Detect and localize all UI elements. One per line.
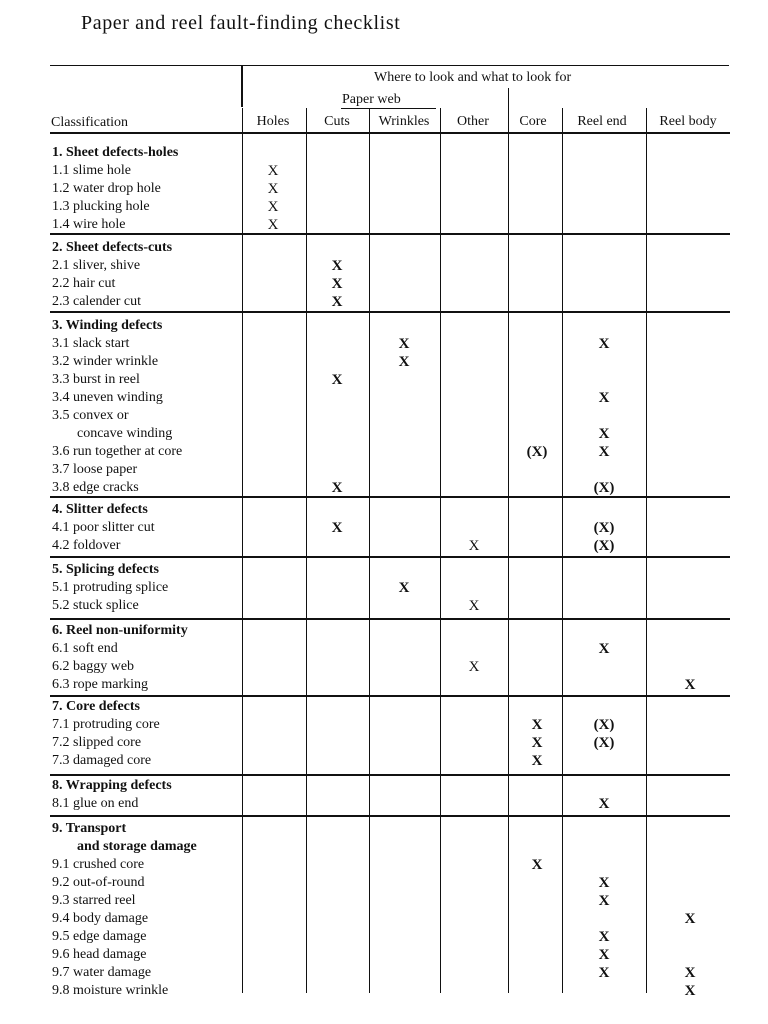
defect-label: 5.1 protruding splice (52, 580, 169, 595)
mark-wrinkles: X (398, 580, 410, 596)
defect-label: 3.6 run together at core (52, 444, 183, 459)
mark-reel-end: X (598, 965, 610, 981)
header-classification: Classification (51, 115, 128, 130)
mark-cuts: X (331, 480, 343, 496)
mark-reel-body: X (684, 911, 696, 927)
page-title: Paper and reel fault-finding checklist (81, 12, 401, 34)
column-rule (646, 108, 647, 993)
mark-core: X (531, 735, 543, 751)
mark-reel-end: (X) (593, 480, 615, 496)
mark-holes: X (267, 181, 279, 197)
mark-holes: X (267, 217, 279, 233)
mark-reel-end: X (598, 426, 610, 442)
mark-core: X (531, 717, 543, 733)
defect-label: 3.5 convex or (52, 408, 129, 423)
header-paper-web: Paper web (342, 92, 401, 107)
defect-label: 1.4 wire hole (52, 217, 126, 232)
paper-web-rule (341, 108, 436, 109)
mark-reel-end: X (598, 947, 610, 963)
defect-label: 9.3 starred reel (52, 893, 136, 908)
defect-label: 3.4 uneven winding (52, 390, 163, 405)
column-rule (242, 108, 243, 993)
mark-cuts: X (331, 372, 343, 388)
column-header-cuts: Cuts (324, 114, 350, 129)
defect-label: 1.1 slime hole (52, 163, 131, 178)
defect-label: 9.1 crushed core (52, 857, 145, 872)
mark-cuts: X (331, 294, 343, 310)
group-separator (50, 695, 730, 697)
defect-label: 3.7 loose paper (52, 462, 138, 477)
defect-label: 5.2 stuck splice (52, 598, 139, 613)
group-heading: 8. Wrapping defects (52, 778, 172, 793)
mark-reel-end: X (598, 796, 610, 812)
top-rule (50, 65, 729, 66)
column-header-holes: Holes (256, 114, 290, 129)
defect-label: 6.2 baggy web (52, 659, 135, 674)
mark-core: X (531, 753, 543, 769)
defect-label: 7.2 slipped core (52, 735, 142, 750)
defect-label: 4.2 foldover (52, 538, 121, 553)
defect-label: 1.3 plucking hole (52, 199, 150, 214)
group-separator (50, 556, 730, 558)
mark-reel-body: X (684, 965, 696, 981)
defect-label: 9.7 water damage (52, 965, 152, 980)
group-separator (50, 496, 730, 498)
header-rule (50, 132, 730, 134)
mark-wrinkles: X (398, 354, 410, 370)
defect-label: 2.2 hair cut (52, 276, 116, 291)
mark-holes: X (267, 163, 279, 179)
defect-label: 3.8 edge cracks (52, 480, 139, 495)
group-separator (50, 774, 730, 776)
header-divider (241, 66, 243, 107)
column-rule (369, 108, 370, 993)
mark-reel-end: X (598, 929, 610, 945)
mark-reel-end: X (598, 390, 610, 406)
column-header-reel-end: Reel end (577, 114, 627, 129)
column-rule (306, 108, 307, 993)
group-separator (50, 233, 730, 235)
defect-label: 7.1 protruding core (52, 717, 160, 732)
defect-label: 3.1 slack start (52, 336, 130, 351)
mark-reel-end: (X) (593, 538, 615, 554)
defect-label: 9.5 edge damage (52, 929, 147, 944)
mark-core: (X) (526, 444, 548, 460)
group-heading: 4. Slitter defects (52, 502, 148, 517)
mark-cuts: X (331, 276, 343, 292)
column-rule (562, 108, 563, 993)
header-where-to-look: Where to look and what to look for (374, 70, 572, 85)
group-heading: 1. Sheet defects-holes (52, 145, 179, 160)
defect-label: 6.1 soft end (52, 641, 118, 656)
defect-label: 1.2 water drop hole (52, 181, 161, 196)
defect-label: 3.2 winder wrinkle (52, 354, 159, 369)
mark-reel-end: X (598, 641, 610, 657)
defect-label: 9.4 body damage (52, 911, 149, 926)
defect-label: 2.3 calender cut (52, 294, 142, 309)
defect-label: 2.1 sliver, shive (52, 258, 141, 273)
group-separator (50, 815, 730, 817)
defect-label: concave winding (77, 426, 173, 441)
column-rule (508, 88, 509, 993)
mark-reel-end: X (598, 444, 610, 460)
defect-label: 6.3 rope marking (52, 677, 149, 692)
defect-label: 4.1 poor slitter cut (52, 520, 155, 535)
column-header-core: Core (519, 114, 547, 129)
mark-reel-end: (X) (593, 735, 615, 751)
mark-other: X (468, 598, 480, 614)
mark-core: X (531, 857, 543, 873)
defect-label: 9.8 moisture wrinkle (52, 983, 169, 998)
mark-reel-end: (X) (593, 520, 615, 536)
mark-other: X (468, 538, 480, 554)
defect-label: 9.2 out-of-round (52, 875, 145, 890)
mark-holes: X (267, 199, 279, 215)
group-heading: 2. Sheet defects-cuts (52, 240, 173, 255)
column-rule (440, 108, 441, 993)
group-heading: 6. Reel non-uniformity (52, 623, 188, 638)
mark-reel-body: X (684, 677, 696, 693)
mark-cuts: X (331, 258, 343, 274)
column-header-other: Other (457, 114, 489, 129)
defect-label: 9.6 head damage (52, 947, 147, 962)
group-heading: 7. Core defects (52, 699, 140, 714)
column-header-reel-body: Reel body (659, 114, 717, 129)
group-separator (50, 311, 730, 313)
mark-wrinkles: X (398, 336, 410, 352)
defect-label: 8.1 glue on end (52, 796, 139, 811)
group-heading: 5. Splicing defects (52, 562, 159, 577)
mark-cuts: X (331, 520, 343, 536)
group-heading: 3. Winding defects (52, 318, 163, 333)
mark-reel-end: X (598, 336, 610, 352)
mark-reel-end: X (598, 875, 610, 891)
column-header-wrinkles: Wrinkles (378, 114, 430, 129)
group-separator (50, 618, 730, 620)
group-heading: 9. Transport (52, 821, 127, 836)
mark-reel-end: X (598, 893, 610, 909)
mark-other: X (468, 659, 480, 675)
defect-label: 3.3 burst in reel (52, 372, 140, 387)
mark-reel-end: (X) (593, 717, 615, 733)
defect-label: 7.3 damaged core (52, 753, 152, 768)
mark-reel-body: X (684, 983, 696, 999)
group-heading: and storage damage (77, 839, 197, 854)
